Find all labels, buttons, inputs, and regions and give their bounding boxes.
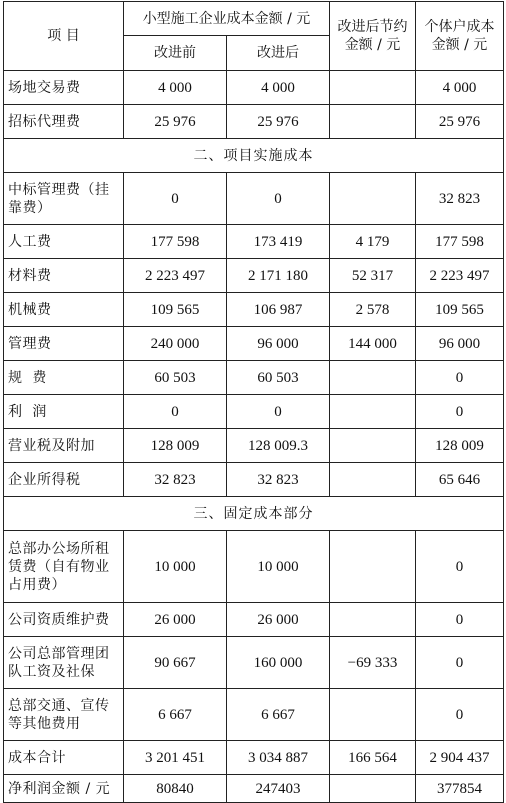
row-item: 总部交通、宣传等其他费用	[4, 689, 124, 741]
row-saving	[330, 361, 416, 395]
row-saving	[330, 105, 416, 139]
row-after: 247403	[227, 775, 330, 803]
row-item: 净利润金额 / 元	[4, 775, 124, 803]
row-item: 规 费	[4, 361, 124, 395]
row-saving: 4 179	[330, 225, 416, 259]
row-after: 6 667	[227, 689, 330, 741]
row-saving: 52 317	[330, 259, 416, 293]
row-saving: 2 578	[330, 293, 416, 327]
row-before: 4 000	[124, 71, 227, 105]
row-individual: 4 000	[416, 71, 504, 105]
row-after: 160 000	[227, 637, 330, 689]
row-before: 32 823	[124, 463, 227, 497]
table-row	[4, 463, 504, 497]
row-saving: −69 333	[330, 637, 416, 689]
row-item: 利 润	[4, 395, 124, 429]
row-before: 80840	[124, 775, 227, 803]
section-row	[4, 139, 504, 173]
row-individual: 177 598	[416, 225, 504, 259]
header-saving: 改进后节约金额 / 元	[330, 2, 416, 71]
row-after: 106 987	[227, 293, 330, 327]
row-individual: 0	[416, 395, 504, 429]
row-saving	[330, 689, 416, 741]
row-after: 32 823	[227, 463, 330, 497]
net-profit-row	[4, 775, 504, 803]
row-before: 60 503	[124, 361, 227, 395]
table-row	[4, 327, 504, 361]
row-saving: 144 000	[330, 327, 416, 361]
row-before: 10 000	[124, 531, 227, 603]
row-after: 0	[227, 395, 330, 429]
row-before: 0	[124, 173, 227, 225]
row-individual: 0	[416, 689, 504, 741]
row-item: 公司总部管理团队工资及社保	[4, 637, 124, 689]
row-item: 中标管理费（挂靠费）	[4, 173, 124, 225]
row-after: 3 034 887	[227, 741, 330, 775]
header-before: 改进前	[124, 36, 227, 71]
row-before: 109 565	[124, 293, 227, 327]
cost-comparison-table	[3, 1, 504, 803]
header-item: 项 目	[4, 2, 124, 71]
header-company-cost: 小型施工企业成本金额 / 元	[124, 2, 330, 36]
section-title-2: 二、项目实施成本	[4, 139, 504, 173]
row-before: 2 223 497	[124, 259, 227, 293]
row-individual: 377854	[416, 775, 504, 803]
row-after: 173 419	[227, 225, 330, 259]
row-before: 3 201 451	[124, 741, 227, 775]
row-before: 240 000	[124, 327, 227, 361]
table-row	[4, 259, 504, 293]
row-individual: 0	[416, 361, 504, 395]
row-saving	[330, 429, 416, 463]
table-row	[4, 225, 504, 259]
row-after: 128 009.3	[227, 429, 330, 463]
row-individual: 0	[416, 531, 504, 603]
row-individual: 65 646	[416, 463, 504, 497]
row-item: 公司资质维护费	[4, 603, 124, 637]
table-row	[4, 395, 504, 429]
row-item: 成本合计	[4, 741, 124, 775]
row-before: 177 598	[124, 225, 227, 259]
row-after: 60 503	[227, 361, 330, 395]
row-individual: 109 565	[416, 293, 504, 327]
row-after: 26 000	[227, 603, 330, 637]
table-row	[4, 429, 504, 463]
row-before: 0	[124, 395, 227, 429]
table-row	[4, 637, 504, 689]
row-saving	[330, 463, 416, 497]
row-before: 90 667	[124, 637, 227, 689]
row-after: 25 976	[227, 105, 330, 139]
row-individual: 2 904 437	[416, 741, 504, 775]
row-item: 总部办公场所租赁费（自有物业占用费）	[4, 531, 124, 603]
row-item: 招标代理费	[4, 105, 124, 139]
row-after: 96 000	[227, 327, 330, 361]
header-after: 改进后	[227, 36, 330, 71]
row-after: 2 171 180	[227, 259, 330, 293]
row-item: 场地交易费	[4, 71, 124, 105]
row-individual: 96 000	[416, 327, 504, 361]
row-individual: 25 976	[416, 105, 504, 139]
row-before: 6 667	[124, 689, 227, 741]
row-item: 材料费	[4, 259, 124, 293]
row-item: 机械费	[4, 293, 124, 327]
row-before: 25 976	[124, 105, 227, 139]
row-individual: 0	[416, 603, 504, 637]
row-individual: 32 823	[416, 173, 504, 225]
row-item: 企业所得税	[4, 463, 124, 497]
row-after: 4 000	[227, 71, 330, 105]
table-row	[4, 105, 504, 139]
table-row	[4, 531, 504, 603]
row-after: 0	[227, 173, 330, 225]
row-saving	[330, 173, 416, 225]
section-title-3: 三、固定成本部分	[4, 497, 504, 531]
row-individual: 128 009	[416, 429, 504, 463]
row-item: 营业税及附加	[4, 429, 124, 463]
table-row	[4, 361, 504, 395]
row-item: 管理费	[4, 327, 124, 361]
table-row	[4, 603, 504, 637]
row-before: 26 000	[124, 603, 227, 637]
row-individual: 2 223 497	[416, 259, 504, 293]
table-row	[4, 173, 504, 225]
row-saving	[330, 775, 416, 803]
total-row	[4, 741, 504, 775]
row-individual: 0	[416, 637, 504, 689]
section-row	[4, 497, 504, 531]
row-after: 10 000	[227, 531, 330, 603]
row-item: 人工费	[4, 225, 124, 259]
row-saving: 166 564	[330, 741, 416, 775]
row-saving	[330, 603, 416, 637]
header-individual-cost: 个体户成本金额 / 元	[416, 2, 504, 71]
row-saving	[330, 531, 416, 603]
table-row	[4, 293, 504, 327]
table-row	[4, 71, 504, 105]
row-saving	[330, 71, 416, 105]
table-row	[4, 689, 504, 741]
row-saving	[330, 395, 416, 429]
row-before: 128 009	[124, 429, 227, 463]
